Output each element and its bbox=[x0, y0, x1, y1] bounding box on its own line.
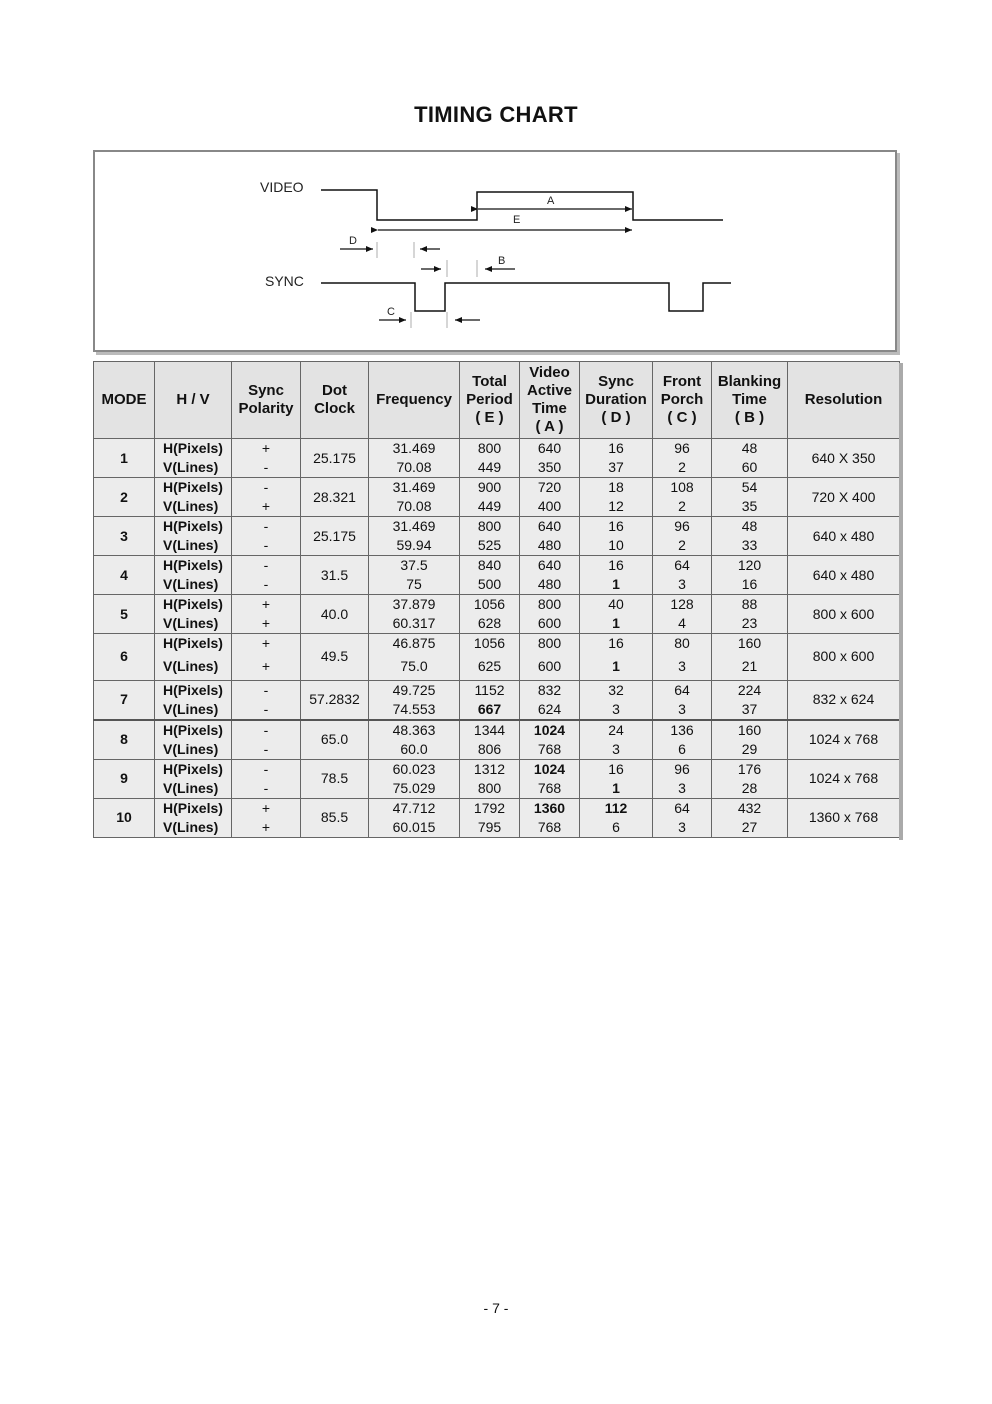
header-total-period bbox=[460, 362, 520, 439]
blank-cell: 29 bbox=[712, 740, 788, 760]
table-row bbox=[94, 759, 900, 779]
header-video-active-line1: Video bbox=[529, 364, 570, 381]
blank-cell: 60 bbox=[712, 458, 788, 478]
blank-cell: 224 bbox=[712, 680, 788, 700]
active-cell: 1024 bbox=[520, 759, 580, 779]
active-cell: 832 bbox=[520, 680, 580, 700]
resolution-cell: 800 x 600 bbox=[788, 634, 900, 681]
sync-cell: 3 bbox=[580, 700, 653, 720]
blank-cell: 48 bbox=[712, 439, 788, 459]
marker-b-label: B bbox=[498, 255, 506, 267]
blank-cell: 176 bbox=[712, 759, 788, 779]
mode-cell: 7 bbox=[94, 680, 155, 720]
table-header-row bbox=[94, 362, 900, 439]
front-cell: 96 bbox=[653, 759, 712, 779]
frequency-cell: 75.029 bbox=[369, 779, 460, 799]
mode-cell: 5 bbox=[94, 595, 155, 634]
header-front-porch-line3: ( C ) bbox=[667, 409, 697, 426]
total-cell: 800 bbox=[460, 779, 520, 799]
table-row bbox=[94, 798, 900, 818]
blank-cell: 432 bbox=[712, 798, 788, 818]
resolution-cell: 1024 x 768 bbox=[788, 720, 900, 760]
timing-table-container bbox=[93, 361, 899, 838]
dot-clock-cell: 40.0 bbox=[301, 595, 369, 634]
frequency-cell: 60.023 bbox=[369, 759, 460, 779]
hv-cell: H(Pixels) bbox=[155, 478, 232, 498]
header-blanking-time-line1: Blanking bbox=[717, 373, 782, 390]
header-sync-polarity-line2: Polarity bbox=[238, 400, 294, 417]
blank-cell: 28 bbox=[712, 779, 788, 799]
frequency-cell: 60.0 bbox=[369, 740, 460, 760]
mode-cell: 2 bbox=[94, 478, 155, 517]
dot-clock-cell: 65.0 bbox=[301, 720, 369, 760]
polarity-cell: + bbox=[232, 634, 301, 654]
total-cell: 1312 bbox=[460, 759, 520, 779]
resolution-cell: 800 x 600 bbox=[788, 595, 900, 634]
frequency-cell: 49.725 bbox=[369, 680, 460, 700]
blank-cell: 35 bbox=[712, 497, 788, 517]
active-cell: 400 bbox=[520, 497, 580, 517]
sync-cell: 16 bbox=[580, 556, 653, 576]
sync-cell: 1 bbox=[580, 575, 653, 595]
header-sync-duration-line3: ( D ) bbox=[601, 409, 631, 426]
total-cell: 525 bbox=[460, 536, 520, 556]
polarity-cell: - bbox=[232, 700, 301, 720]
blank-cell: 160 bbox=[712, 720, 788, 740]
front-cell: 108 bbox=[653, 478, 712, 498]
header-total-period-line1: Total bbox=[472, 373, 507, 390]
header-blanking-time-line2: Time bbox=[732, 391, 767, 408]
timing-table bbox=[93, 361, 900, 838]
header-dot-clock-line1: Dot bbox=[322, 382, 347, 399]
frequency-cell: 31.469 bbox=[369, 517, 460, 537]
blank-cell: 33 bbox=[712, 536, 788, 556]
total-cell: 1152 bbox=[460, 680, 520, 700]
frequency-cell: 31.469 bbox=[369, 478, 460, 498]
sync-cell: 37 bbox=[580, 458, 653, 478]
polarity-cell: + bbox=[232, 595, 301, 615]
polarity-cell: - bbox=[232, 720, 301, 740]
sync-waveform bbox=[321, 283, 731, 311]
polarity-cell: - bbox=[232, 556, 301, 576]
polarity-cell: + bbox=[232, 614, 301, 634]
active-cell: 640 bbox=[520, 439, 580, 459]
table-row bbox=[94, 439, 900, 459]
hv-cell: H(Pixels) bbox=[155, 798, 232, 818]
resolution-cell: 640 x 480 bbox=[788, 517, 900, 556]
frequency-cell: 75.0 bbox=[369, 653, 460, 680]
active-cell: 640 bbox=[520, 517, 580, 537]
marker-a-label: A bbox=[547, 195, 555, 207]
sync-cell: 112 bbox=[580, 798, 653, 818]
hv-cell: V(Lines) bbox=[155, 536, 232, 556]
total-cell: 500 bbox=[460, 575, 520, 595]
mode-cell: 1 bbox=[94, 439, 155, 478]
frequency-cell: 75 bbox=[369, 575, 460, 595]
frequency-cell: 70.08 bbox=[369, 497, 460, 517]
header-front-porch-line2: Porch bbox=[660, 391, 704, 408]
mode-cell: 6 bbox=[94, 634, 155, 681]
hv-cell: H(Pixels) bbox=[155, 759, 232, 779]
frequency-cell: 59.94 bbox=[369, 536, 460, 556]
mode-cell: 8 bbox=[94, 720, 155, 760]
polarity-cell: - bbox=[232, 478, 301, 498]
sync-cell: 16 bbox=[580, 517, 653, 537]
hv-cell: V(Lines) bbox=[155, 740, 232, 760]
header-video-active bbox=[520, 362, 580, 439]
blank-cell: 48 bbox=[712, 517, 788, 537]
front-cell: 3 bbox=[653, 653, 712, 680]
table-shadow bbox=[899, 363, 903, 840]
polarity-cell: - bbox=[232, 575, 301, 595]
dot-clock-cell: 49.5 bbox=[301, 634, 369, 681]
total-cell: 840 bbox=[460, 556, 520, 576]
timing-waveform-svg bbox=[95, 152, 895, 350]
total-cell: 1056 bbox=[460, 634, 520, 654]
dot-clock-cell: 57.2832 bbox=[301, 680, 369, 720]
dot-clock-cell: 25.175 bbox=[301, 439, 369, 478]
active-cell: 768 bbox=[520, 740, 580, 760]
table-row bbox=[94, 458, 900, 478]
video-waveform bbox=[321, 190, 723, 220]
header-video-active-line4: ( A ) bbox=[535, 418, 564, 435]
sync-cell: 3 bbox=[580, 740, 653, 760]
hv-cell: H(Pixels) bbox=[155, 634, 232, 654]
active-cell: 1360 bbox=[520, 798, 580, 818]
header-video-active-line2: Active bbox=[526, 382, 573, 399]
active-cell: 1024 bbox=[520, 720, 580, 740]
front-cell: 4 bbox=[653, 614, 712, 634]
table-row bbox=[94, 740, 900, 760]
sync-cell: 18 bbox=[580, 478, 653, 498]
frequency-cell: 48.363 bbox=[369, 720, 460, 740]
header-sync-polarity-line1: Sync bbox=[248, 382, 284, 399]
header-frequency: Frequency bbox=[369, 362, 460, 439]
header-blanking-time bbox=[712, 362, 788, 439]
table-row bbox=[94, 497, 900, 517]
header-hv: H / V bbox=[155, 362, 232, 439]
hv-cell: V(Lines) bbox=[155, 614, 232, 634]
header-sync-polarity bbox=[232, 362, 301, 439]
sync-cell: 32 bbox=[580, 680, 653, 700]
total-cell: 1792 bbox=[460, 798, 520, 818]
mode-cell: 9 bbox=[94, 759, 155, 798]
marker-c-label: C bbox=[387, 306, 395, 318]
table-row bbox=[94, 653, 900, 680]
table-row bbox=[94, 720, 900, 740]
polarity-cell: - bbox=[232, 517, 301, 537]
mode-cell: 4 bbox=[94, 556, 155, 595]
front-cell: 2 bbox=[653, 536, 712, 556]
polarity-cell: + bbox=[232, 818, 301, 838]
sync-label: SYNC bbox=[265, 273, 304, 289]
header-dot-clock-line2: Clock bbox=[314, 400, 355, 417]
front-cell: 64 bbox=[653, 556, 712, 576]
front-cell: 2 bbox=[653, 497, 712, 517]
header-resolution: Resolution bbox=[788, 362, 900, 439]
frequency-cell: 31.469 bbox=[369, 439, 460, 459]
resolution-cell: 640 x 480 bbox=[788, 556, 900, 595]
active-cell: 768 bbox=[520, 818, 580, 838]
resolution-cell: 832 x 624 bbox=[788, 680, 900, 720]
mode-cell: 10 bbox=[94, 798, 155, 837]
front-cell: 2 bbox=[653, 458, 712, 478]
marker-d-label: D bbox=[349, 235, 357, 247]
front-cell: 64 bbox=[653, 798, 712, 818]
header-total-period-line2: Period bbox=[466, 391, 513, 408]
total-cell: 628 bbox=[460, 614, 520, 634]
active-cell: 600 bbox=[520, 653, 580, 680]
table-row bbox=[94, 575, 900, 595]
table-row bbox=[94, 478, 900, 498]
front-cell: 64 bbox=[653, 680, 712, 700]
frequency-cell: 60.015 bbox=[369, 818, 460, 838]
sync-cell: 16 bbox=[580, 759, 653, 779]
dot-clock-cell: 31.5 bbox=[301, 556, 369, 595]
table-row bbox=[94, 614, 900, 634]
hv-cell: H(Pixels) bbox=[155, 720, 232, 740]
frequency-cell: 74.553 bbox=[369, 700, 460, 720]
header-blanking-time-line3: ( B ) bbox=[734, 409, 765, 426]
header-front-porch bbox=[653, 362, 712, 439]
hv-cell: H(Pixels) bbox=[155, 556, 232, 576]
table-row bbox=[94, 595, 900, 615]
total-cell: 800 bbox=[460, 517, 520, 537]
header-video-active-line3: Time bbox=[532, 400, 567, 417]
active-cell: 720 bbox=[520, 478, 580, 498]
table-row bbox=[94, 779, 900, 799]
active-cell: 624 bbox=[520, 700, 580, 720]
table-row bbox=[94, 517, 900, 537]
polarity-cell: + bbox=[232, 439, 301, 459]
total-cell: 667 bbox=[460, 700, 520, 720]
active-cell: 480 bbox=[520, 536, 580, 556]
polarity-cell: + bbox=[232, 798, 301, 818]
resolution-cell: 720 X 400 bbox=[788, 478, 900, 517]
polarity-cell: - bbox=[232, 740, 301, 760]
header-sync-duration-line2: Duration bbox=[585, 391, 647, 408]
dot-clock-cell: 28.321 bbox=[301, 478, 369, 517]
front-cell: 80 bbox=[653, 634, 712, 654]
header-total-period-line3: ( E ) bbox=[475, 409, 504, 426]
blank-cell: 21 bbox=[712, 653, 788, 680]
total-cell: 800 bbox=[460, 439, 520, 459]
table-row bbox=[94, 818, 900, 838]
header-front-porch-line1: Front bbox=[662, 373, 702, 390]
hv-cell: V(Lines) bbox=[155, 497, 232, 517]
timing-table-body bbox=[94, 439, 900, 838]
table-row bbox=[94, 536, 900, 556]
frequency-cell: 60.317 bbox=[369, 614, 460, 634]
frequency-cell: 37.879 bbox=[369, 595, 460, 615]
total-cell: 806 bbox=[460, 740, 520, 760]
dot-clock-cell: 25.175 bbox=[301, 517, 369, 556]
total-cell: 900 bbox=[460, 478, 520, 498]
sync-cell: 1 bbox=[580, 653, 653, 680]
active-cell: 640 bbox=[520, 556, 580, 576]
front-cell: 136 bbox=[653, 720, 712, 740]
front-cell: 128 bbox=[653, 595, 712, 615]
marker-e-label: E bbox=[513, 214, 521, 226]
blank-cell: 16 bbox=[712, 575, 788, 595]
active-cell: 768 bbox=[520, 779, 580, 799]
resolution-cell: 640 X 350 bbox=[788, 439, 900, 478]
total-cell: 449 bbox=[460, 497, 520, 517]
front-cell: 3 bbox=[653, 818, 712, 838]
polarity-cell: + bbox=[232, 497, 301, 517]
polarity-cell: + bbox=[232, 653, 301, 680]
header-sync-duration bbox=[580, 362, 653, 439]
table-row bbox=[94, 556, 900, 576]
polarity-cell: - bbox=[232, 680, 301, 700]
page-title: TIMING CHART bbox=[414, 102, 578, 127]
active-cell: 350 bbox=[520, 458, 580, 478]
frequency-cell: 70.08 bbox=[369, 458, 460, 478]
active-cell: 600 bbox=[520, 614, 580, 634]
hv-cell: V(Lines) bbox=[155, 575, 232, 595]
resolution-cell: 1024 x 768 bbox=[788, 759, 900, 798]
active-cell: 800 bbox=[520, 634, 580, 654]
sync-cell: 12 bbox=[580, 497, 653, 517]
active-cell: 480 bbox=[520, 575, 580, 595]
front-cell: 3 bbox=[653, 779, 712, 799]
total-cell: 625 bbox=[460, 653, 520, 680]
total-cell: 795 bbox=[460, 818, 520, 838]
polarity-cell: - bbox=[232, 458, 301, 478]
polarity-cell: - bbox=[232, 536, 301, 556]
frequency-cell: 47.712 bbox=[369, 798, 460, 818]
hv-cell: V(Lines) bbox=[155, 700, 232, 720]
sync-cell: 24 bbox=[580, 720, 653, 740]
blank-cell: 88 bbox=[712, 595, 788, 615]
hv-cell: V(Lines) bbox=[155, 818, 232, 838]
front-cell: 6 bbox=[653, 740, 712, 760]
table-row bbox=[94, 680, 900, 700]
front-cell: 3 bbox=[653, 700, 712, 720]
blank-cell: 27 bbox=[712, 818, 788, 838]
table-row bbox=[94, 700, 900, 720]
frequency-cell: 37.5 bbox=[369, 556, 460, 576]
hv-cell: V(Lines) bbox=[155, 653, 232, 680]
polarity-cell: - bbox=[232, 779, 301, 799]
hv-cell: V(Lines) bbox=[155, 779, 232, 799]
hv-cell: V(Lines) bbox=[155, 458, 232, 478]
dot-clock-cell: 85.5 bbox=[301, 798, 369, 837]
sync-cell: 1 bbox=[580, 614, 653, 634]
table-row bbox=[94, 634, 900, 654]
frequency-cell: 46.875 bbox=[369, 634, 460, 654]
page-number: - 7 - bbox=[483, 1300, 509, 1316]
sync-cell: 16 bbox=[580, 439, 653, 459]
header-dot-clock bbox=[301, 362, 369, 439]
blank-cell: 23 bbox=[712, 614, 788, 634]
header-mode: MODE bbox=[94, 362, 155, 439]
total-cell: 1056 bbox=[460, 595, 520, 615]
blank-cell: 54 bbox=[712, 478, 788, 498]
front-cell: 96 bbox=[653, 439, 712, 459]
hv-cell: H(Pixels) bbox=[155, 595, 232, 615]
front-cell: 3 bbox=[653, 575, 712, 595]
header-sync-duration-line1: Sync bbox=[598, 373, 634, 390]
video-label: VIDEO bbox=[260, 179, 304, 195]
sync-cell: 40 bbox=[580, 595, 653, 615]
sync-cell: 6 bbox=[580, 818, 653, 838]
dot-clock-cell: 78.5 bbox=[301, 759, 369, 798]
timing-diagram bbox=[93, 150, 897, 352]
total-cell: 1344 bbox=[460, 720, 520, 740]
active-cell: 800 bbox=[520, 595, 580, 615]
sync-cell: 16 bbox=[580, 634, 653, 654]
mode-cell: 3 bbox=[94, 517, 155, 556]
front-cell: 96 bbox=[653, 517, 712, 537]
sync-cell: 10 bbox=[580, 536, 653, 556]
blank-cell: 37 bbox=[712, 700, 788, 720]
hv-cell: H(Pixels) bbox=[155, 439, 232, 459]
polarity-cell: - bbox=[232, 759, 301, 779]
blank-cell: 160 bbox=[712, 634, 788, 654]
total-cell: 449 bbox=[460, 458, 520, 478]
hv-cell: H(Pixels) bbox=[155, 517, 232, 537]
blank-cell: 120 bbox=[712, 556, 788, 576]
sync-cell: 1 bbox=[580, 779, 653, 799]
resolution-cell: 1360 x 768 bbox=[788, 798, 900, 837]
hv-cell: H(Pixels) bbox=[155, 680, 232, 700]
